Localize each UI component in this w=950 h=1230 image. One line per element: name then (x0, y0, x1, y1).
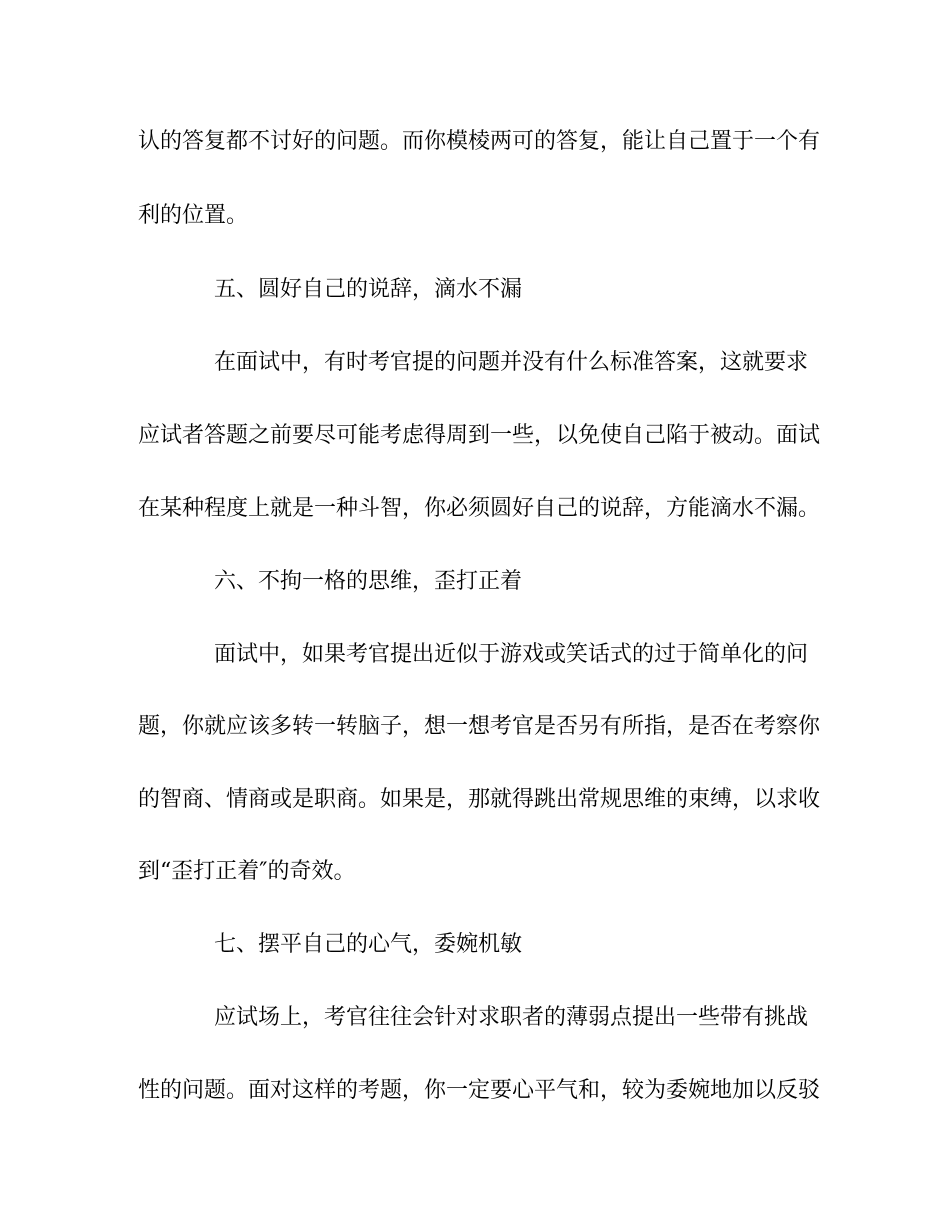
paragraph-line: 利的位置。 (138, 203, 249, 228)
paragraph-line: 到“歪打正着″的奇效。 (138, 859, 356, 884)
section-heading-6: 六、不拘一格的思维，歪打正着 (214, 569, 523, 594)
paragraph-line: 应试场上，考官往往会针对求职者的薄弱点提出一些带有挑战 (214, 1005, 809, 1030)
paragraph-line: 性的问题。面对这样的考题，你一定要心平气和，较为委婉地加以反驳 (138, 1078, 821, 1103)
section-heading-5: 五、圆好自己的说辞，滴水不漏 (214, 277, 523, 302)
paragraph-line: 应试者答题之前要尽可能考虑得周到一些，以免使自己陷于被动。面试 (138, 423, 821, 448)
paragraph-line: 在某种程度上就是一种斗智，你必须圆好自己的说辞，方能滴水不漏。 (138, 496, 821, 521)
paragraph-line: 认的答复都不讨好的问题。而你模棱两可的答复，能让自己置于一个有 (138, 129, 821, 154)
section-heading-7: 七、摆平自己的心气，委婉机敏 (214, 932, 523, 957)
paragraph-line: 面试中，如果考官提出近似于游戏或笑话式的过于简单化的问 (214, 642, 809, 667)
paragraph-line: 的智商、情商或是职商。如果是，那就得跳出常规思维的束缚，以求收 (138, 787, 821, 812)
paragraph-line: 题，你就应该多转一转脑子，想一想考官是否另有所指，是否在考察你 (138, 714, 821, 739)
paragraph-line: 在面试中，有时考官提的问题并没有什么标准答案，这就要求 (214, 350, 809, 375)
